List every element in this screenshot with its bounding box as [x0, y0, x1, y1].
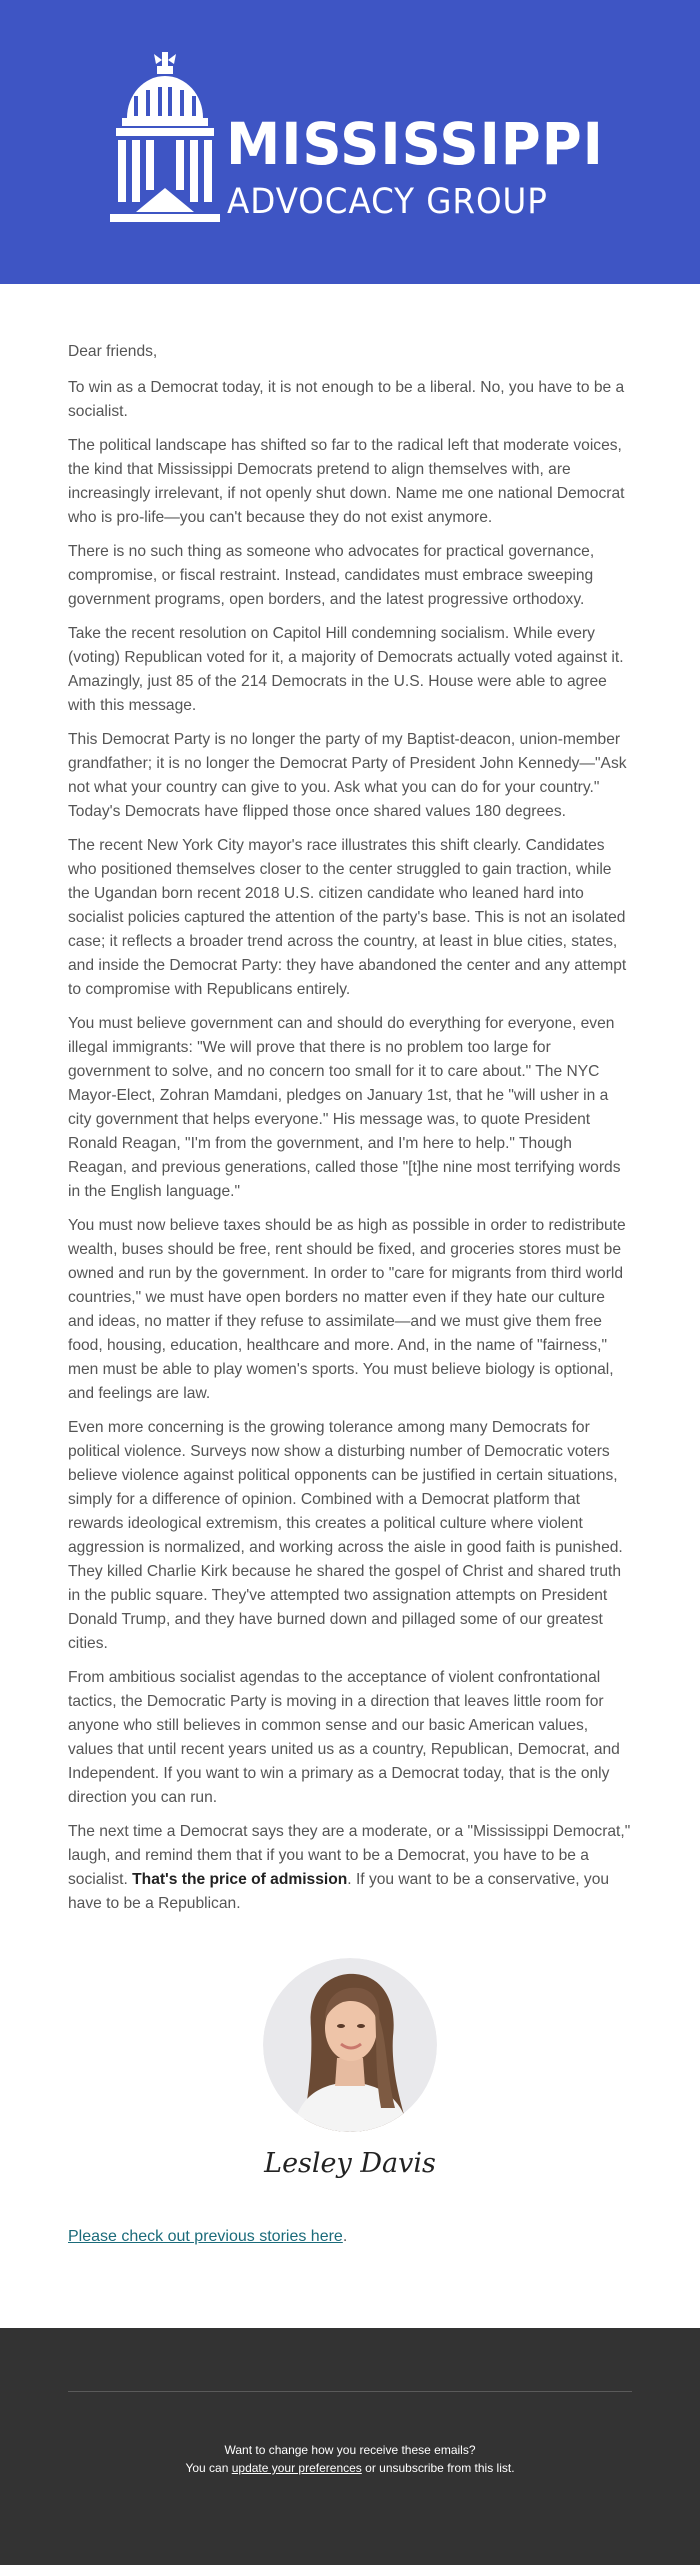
- paragraph: This Democrat Party is no longer the party of my Baptist-deacon, union-member grandfather; it is no longer the Democrat Party of President John Kennedy—"Ask not what your country can give to you. Ask what you can do for your country." Today's Democrats have flipped those once shared values 180 degrees.: [68, 731, 627, 820]
- greeting: Dear friends,: [68, 343, 158, 360]
- paragraph: The political landscape has shifted so far to the radical left that moderate voices, the kind that Mississippi Democrats pretend to align themselves with, are increasingly irrelevant, if not openly shut down. Name me one national Democrat who is pro-life—you can't because they do not exist anymore.: [68, 437, 625, 526]
- closing-emphasis: That's the price of admission: [132, 1871, 348, 1888]
- paragraph: There is no such thing as someone who advocates for practical governance, compromise, or fiscal restraint. Instead, candidates must embrace sweeping government programs, open borders, and the latest progressive orthodoxy.: [68, 543, 595, 608]
- footer-text: [0, 2441, 700, 2477]
- author-portrait: [263, 1958, 437, 2132]
- closing-text-end: . If you want to be a conservative, you have to be a Republican.: [68, 1871, 610, 1912]
- paragraph: The recent New York City mayor's race illustrates this shift clearly. Candidates who positioned themselves closer to the center struggled to gain traction, while the Ugandan born recent 2018 U.S. citizen candidate who leaned hard into socialist policies captured the attention of the party's base. This is not an isolated case; it reflects a broader trend across the country, at least in blue cities, states, and inside the Democrat Party: they have abandoned the center and any attempt to compromise with Republicans entirely.: [68, 837, 627, 998]
- footer-divider: [68, 2391, 632, 2392]
- paragraph: Even more concerning is the growing tolerance among many Democrats for political violence. Surveys now show a disturbing number of Democratic voters believe violence against political opponents can be justified in certain situations, simply for a difference of opinion. Combined with a Democrat platform that rewards ideological extremism, this creates a political culture where violent aggression is normalized, and working across the aisle in good faith is punished. They killed Charlie Kirk because he shared the gospel of Christ and shared truth in the public square. They've attempted two assignation attempts on President Donald Trump, and they have burned down and pillaged some of our greatest cities.: [68, 1419, 623, 1652]
- paragraph: Take the recent resolution on Capitol Hill condemning socialism. While every (voting) Republican voted for it, a majority of Democrats actually voted against it. Amazingly, just 85 of the 214 Democrats in the U.S. House were able to agree with this message.: [68, 625, 624, 714]
- update-preferences-link[interactable]: update your preferences: [231, 2461, 362, 2475]
- previous-stories-suffix: .: [342, 2228, 348, 2245]
- closing-text: The next time a Democrat says they are a moderate, or a "Mississippi Democrat," laugh, and remind them that if you want to be a Democrat, you have to be a socialist.: [68, 1823, 631, 1888]
- footer-text-prefix: You can: [185, 2461, 232, 2475]
- logo-title: MISSISSIPPI: [226, 110, 604, 178]
- paragraph: You must now believe taxes should be as high as possible in order to redistribute wealth, buses should be free, rent should be fixed, and groceries stores must be owned and run by the government. In order to "care for migrants from third world countries," we must have open borders no matter even if they hate our culture and ideas, no matter if they refuse to assimilate—and we must give them free food, housing, education, healthcare and more. And, in the name of "fairness," men must be able to play women's sports. You must believe biology is optional, and feelings are law.: [68, 1217, 626, 1402]
- footer-text-suffix: or unsubscribe from this list.: [361, 2461, 515, 2475]
- author-block: [0, 1958, 700, 2186]
- previous-stories: [0, 2186, 700, 2246]
- closing-paragraph: [68, 1820, 632, 1916]
- paragraph: To win as a Democrat today, it is not enough to be a liberal. No, you have to be a socialist.: [68, 379, 625, 420]
- signature-text: Lesley Davis: [264, 2148, 436, 2179]
- paragraph: You must believe government can and should do everything for everyone, even illegal immigrants: "We will prove that there is no problem too large for government to solve, and no concern too small for it to care about." The NYC Mayor-Elect, Zohran Mamdani, pledges on January 1st, that he "will usher in a city government that helps everyone." His message was, to quote President Ronald Reagan, "I'm from the government, and I'm here to help." Though Reagan, and previous generations, called those "[t]he nine most terrifying words in the English language.": [68, 1015, 621, 1200]
- logo-subtitle: ADVOCACY GROUP: [227, 182, 548, 222]
- paragraph: From ambitious socialist agendas to the acceptance of violent confrontational tactics, the Democratic Party is moving in a direction that leaves little room for anyone who still believes in common sense and our basic American values, values that until recent years united us as a country, Republican, Democrat, and Independent. If you want to win a primary as a Democrat today, that is the only direction you can run.: [68, 1669, 620, 1806]
- signature: [250, 2136, 450, 2186]
- footer-line-1: Want to change how you receive these emails?: [224, 2443, 476, 2457]
- footer: [0, 2328, 700, 2565]
- footer-line-2: [0, 2459, 700, 2477]
- capitol-dome-icon: [110, 52, 220, 228]
- previous-stories-link[interactable]: Please check out previous stories here: [68, 2228, 343, 2245]
- header-banner: [0, 0, 700, 284]
- letter-body: [0, 284, 700, 1916]
